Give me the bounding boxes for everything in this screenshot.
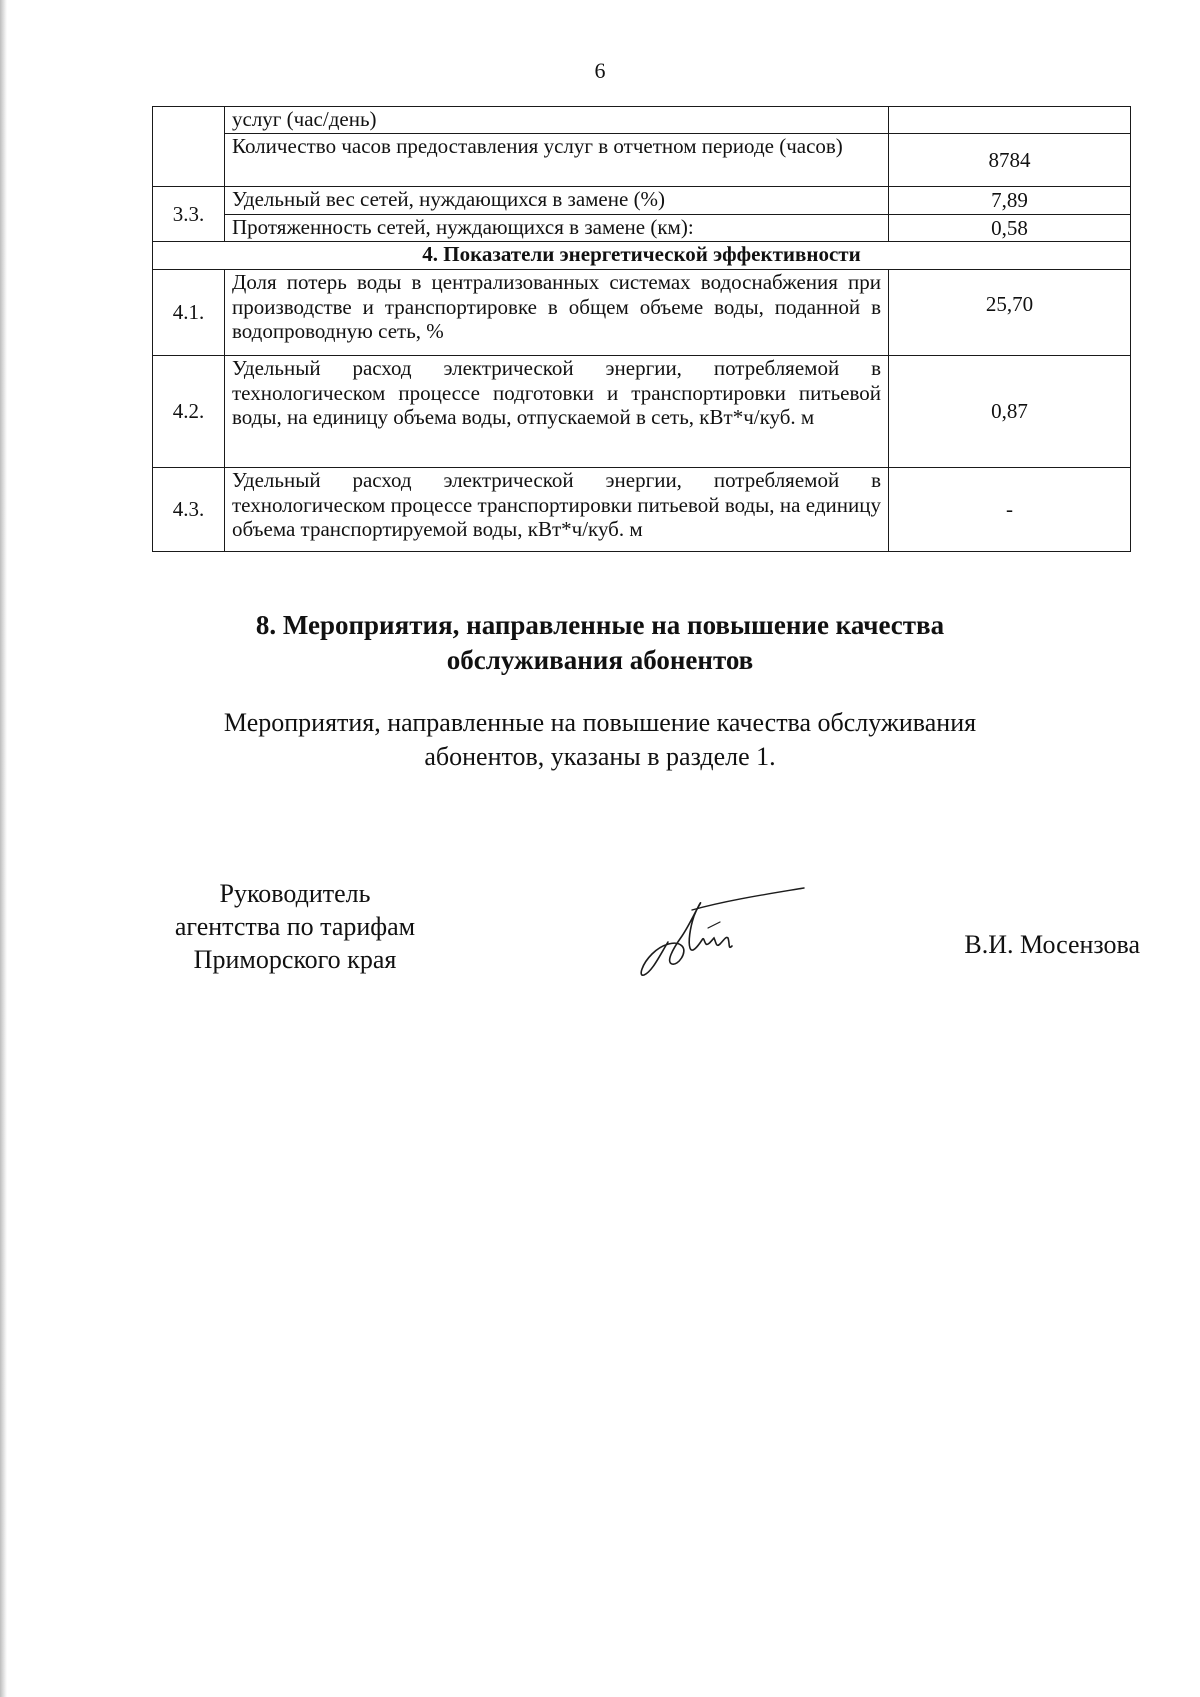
row-number: 4.1. bbox=[153, 270, 225, 356]
table-row bbox=[153, 215, 1131, 242]
indicator-text: Доля потерь воды в централизованных системах водоснабжения при производстве и транспортировке в общем объеме воды, поданной в водопроводную сеть, % bbox=[225, 270, 889, 356]
section-8-heading bbox=[0, 608, 1200, 677]
paragraph-line: Мероприятия, направленные на повышение качества обслуживания bbox=[223, 708, 977, 737]
indicator-value: 0,58 bbox=[889, 215, 1131, 242]
indicator-text: Количество часов предоставления услуг в отчетном периоде (часов) bbox=[225, 134, 889, 187]
position-line: агентства по тарифам bbox=[174, 911, 416, 941]
indicator-text: Удельный расход электрической энергии, потребляемой в технологическом процессе транспортировки питьевой воды, на единицу объема транспортируемой воды, кВт*ч/куб. м bbox=[225, 468, 889, 552]
indicator-value: 7,89 bbox=[889, 187, 1131, 215]
indicator-text: услуг (час/день) bbox=[225, 107, 889, 134]
indicator-value bbox=[889, 107, 1131, 134]
indicator-value: 25,70 bbox=[889, 270, 1131, 356]
table-row bbox=[153, 107, 1131, 134]
table-row bbox=[153, 187, 1131, 215]
row-number-cell bbox=[153, 107, 225, 187]
paragraph-line: абонентов, указаны в разделе 1. bbox=[424, 741, 776, 771]
indicator-text: Удельный вес сетей, нуждающихся в замене (%) bbox=[225, 187, 889, 215]
section-heading: 4. Показатели энергетической эффективности bbox=[153, 242, 1131, 270]
signer-position bbox=[140, 878, 450, 976]
heading-line: обслуживания абонентов bbox=[446, 644, 754, 675]
indicator-value: - bbox=[889, 468, 1131, 552]
page-number: 6 bbox=[594, 58, 606, 83]
indicator-text: Удельный расход электрической энергии, потребляемой в технологическом процессе подготовки и транспортировки питьевой воды, на единицу объема воды, отпускаемой в сеть, кВт*ч/куб. м bbox=[225, 356, 889, 468]
table-row bbox=[153, 356, 1131, 468]
section-8-text bbox=[0, 706, 1200, 774]
row-number: 4.3. bbox=[153, 468, 225, 552]
heading-line: 8. Мероприятия, направленные на повышение качества bbox=[255, 610, 945, 640]
handwritten-signature bbox=[638, 880, 808, 980]
table-row bbox=[153, 134, 1131, 187]
signer-name: В.И. Мосензова bbox=[964, 930, 1140, 959]
row-number: 4.2. bbox=[153, 356, 225, 468]
indicator-text: Протяженность сетей, нуждающихся в замене (км): bbox=[225, 215, 889, 242]
section-row bbox=[153, 242, 1131, 270]
row-number: 3.3. bbox=[153, 187, 225, 242]
scan-edge bbox=[0, 0, 7, 1697]
indicator-value: 8784 bbox=[889, 134, 1131, 187]
position-line: Приморского края bbox=[193, 944, 397, 974]
indicators-table bbox=[152, 106, 1131, 552]
table-row bbox=[153, 468, 1131, 552]
indicator-value: 0,87 bbox=[889, 356, 1131, 468]
position-line: Руководитель bbox=[219, 879, 371, 908]
table-row bbox=[153, 270, 1131, 356]
